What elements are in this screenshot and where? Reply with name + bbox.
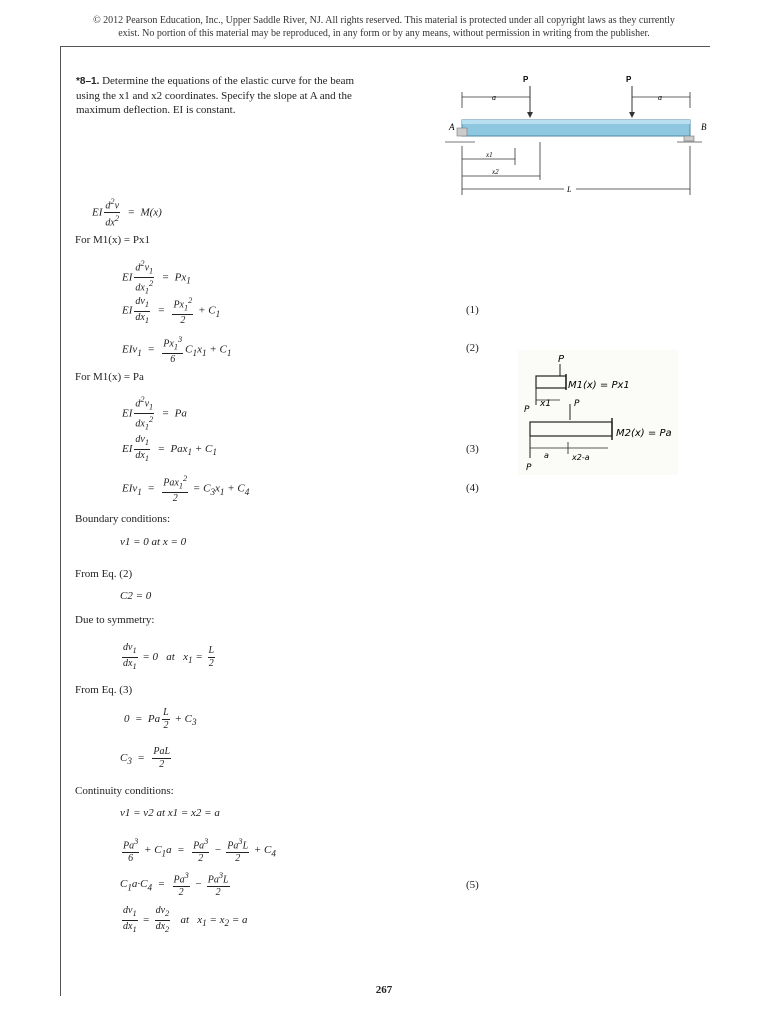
roller-support xyxy=(684,136,694,141)
eq-continuity-slope: $\frac{dv_1}{dx_1}$ = $\frac{dv_2}{dx_2}$ at $x_1 = x_2 = a$ xyxy=(123,905,248,934)
sketch-reaction1: P xyxy=(524,405,530,415)
support-a-label: A xyxy=(449,122,455,132)
sketch-reaction2: P xyxy=(526,463,532,473)
eq-general: EI $\frac{d^2v}{dx^2}$ = M(x) xyxy=(92,197,162,229)
eq-c3-solve: 0 = Pa $\frac{L}{2}$ + $C_3$ xyxy=(124,707,197,731)
free-body-sketch xyxy=(518,350,678,475)
eq-3: EI $\frac{dv_1}{dx_1}$ = $Pax_1 + C_1$ xyxy=(122,434,217,463)
label-continuity: Continuity conditions: xyxy=(75,785,174,797)
eq-symmetry: $\frac{dv_1}{dx_1}$ = 0 at $x_1$ = $\frac{L}{2}$ xyxy=(123,642,215,671)
eq-number-1: (1) xyxy=(466,304,479,316)
label-for-m1: For M1(x) = Px1 xyxy=(75,234,150,246)
eq-number-2: (2) xyxy=(466,342,479,354)
beam-figure xyxy=(440,70,720,210)
load-right-label: P xyxy=(626,75,632,84)
problem-text: Determine the equations of the elastic curve for the beam using the x1 and x2 coordinates. Specify the slope at A and the maximum deflection. EI is constant. xyxy=(76,75,355,116)
label-from-eq2: From Eq. (2) xyxy=(75,568,133,580)
sketch-load-top: P xyxy=(558,354,565,365)
top-rule xyxy=(60,46,710,47)
dim-a-left-label: a xyxy=(492,93,496,102)
eq-c2: C2 = 0 xyxy=(120,590,152,602)
coord-x1-label: x1 xyxy=(486,151,493,159)
sketch-moment1: M1(x) = Px1 xyxy=(568,380,630,391)
coord-x2-label: x2 xyxy=(492,168,499,176)
eq-boundary: v1 = 0 at x = 0 xyxy=(120,536,187,548)
eq-number-3: (3) xyxy=(466,443,479,455)
eq-4: EIv$_1$ = $\frac{Pax_1^2}{2}$ = $C_3x_1 + C_4$ xyxy=(122,474,250,505)
load-left-label: P xyxy=(523,75,529,84)
sketch-x2a: x2-a xyxy=(572,453,590,462)
eq-continuity: v1 = v2 at x1 = x2 = a xyxy=(120,807,220,819)
eq-2: EIv$_1$ = $\frac{Px_1^3}{6}$ $C_1x_1 + C_1$ xyxy=(122,335,232,366)
label-boundary: Boundary conditions: xyxy=(75,513,171,525)
copyright-line-1: © 2012 Pearson Education, Inc., Upper Saddle River, NJ. All rights reserved. This material is protected under all copyright laws as they currently xyxy=(93,15,675,26)
eq-number-5: (5) xyxy=(466,879,479,891)
eq-c3: $C_3$ = $\frac{\text{PaL}}{2}$ xyxy=(120,746,171,770)
sketch-load2: P xyxy=(574,399,580,409)
label-for-m2: For M1(x) = Pa xyxy=(75,371,144,383)
dim-l-label: L xyxy=(567,185,572,194)
eq-continuity-deflection: $\frac{Pa^3}{6}$ + $C_1a$ = $\frac{Pa^3}{2}$ − $\frac{Pa^3L}{2}$ + $C_4$ xyxy=(123,837,276,865)
page-number: 267 xyxy=(375,984,393,996)
copyright-notice xyxy=(60,14,708,40)
sketch-moment2: M2(x) = Pa xyxy=(616,428,672,439)
pin-support xyxy=(457,128,467,136)
problem-number: *8–1. xyxy=(76,76,100,87)
load-left-arrow xyxy=(527,112,533,118)
sketch-x1: x1 xyxy=(540,399,552,409)
eq-number-4: (4) xyxy=(466,482,479,494)
problem-statement xyxy=(76,74,376,117)
eq-m2-second: EI $\frac{d^2v_1}{dx_1^2}$ = Pa xyxy=(122,395,187,432)
label-from-eq3: From Eq. (3) xyxy=(75,684,133,696)
sketch-a: a xyxy=(544,451,549,460)
eq-1: EI $\frac{dv_1}{dx_1}$ = $\frac{Px_1^2}{2}$ + $C_1$ xyxy=(122,295,221,327)
dim-a-right-label: a xyxy=(658,93,662,102)
left-rule xyxy=(60,46,61,996)
load-right-arrow xyxy=(629,112,635,118)
label-symmetry: Due to symmetry: xyxy=(75,614,155,626)
eq-m1-second: EI $\frac{d^2v_1}{dx_1^2}$ = $Px_1$ xyxy=(122,259,191,296)
copyright-line-2: exist. No portion of this material may be reproduced, in any form or by any means, without permission in writing from the publisher. xyxy=(118,28,650,39)
eq-5: $C_1a\cdot C_4$ = $\frac{Pa^3}{2}$ − $\frac{Pa^3L}{2}$ xyxy=(120,871,229,899)
support-b-label: B xyxy=(701,122,707,132)
